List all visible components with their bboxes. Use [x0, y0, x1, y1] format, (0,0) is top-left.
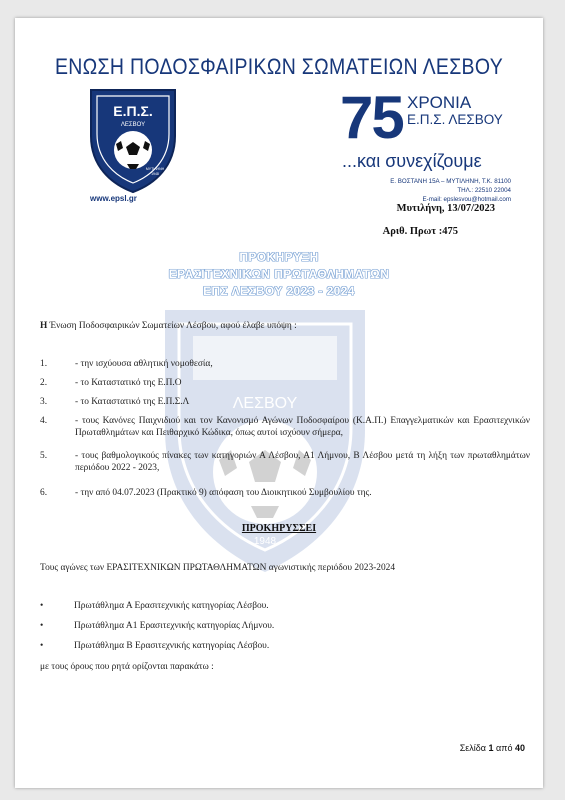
item-number: 6.	[40, 488, 48, 498]
of-word: από	[496, 743, 513, 753]
title-line-1: ΠΡΟΚΗΡΥΞΗ	[239, 250, 319, 264]
page-current: 1	[488, 743, 494, 753]
item-text: - την από 04.07.2023 (Πρακτικό 9) απόφαση του Διοικητικού Συμβουλίου της.	[75, 488, 372, 498]
anniversary-word: ΧΡΟΝΙΑ	[407, 93, 472, 112]
svg-text:Ε.Π.Σ.: Ε.Π.Σ.	[113, 103, 153, 119]
item-number: 2.	[40, 378, 48, 388]
terms-intro: με τους όρους που ρητά ορίζονται παρακάτω :	[40, 662, 214, 672]
championship-text: Πρωτάθλημα Α Ερασιτεχνικής κατηγορίας Λέσβου.	[74, 601, 269, 611]
title-line-2: ΕΡΑΣΙΤΕΧΝΙΚΩΝ ΠΡΩΤΑΘΛΗΜΑΤΩΝ	[168, 267, 390, 281]
eps-lesvou-logo	[83, 84, 183, 196]
item-number: 1.	[40, 359, 48, 369]
anniversary-number: 75	[340, 84, 403, 151]
document-page	[15, 18, 543, 788]
item-number: 3.	[40, 397, 48, 407]
item-text: - το Καταστατικό της Ε.Π.Ο	[75, 378, 182, 388]
bullet-icon: •	[40, 621, 44, 631]
item-text: - την ισχύουσα αθλητική νομοθεσία,	[75, 359, 213, 369]
intro-lead: Η	[40, 321, 48, 331]
bullet-icon: •	[40, 641, 44, 651]
svg-text:ΜΥΤΙΛΗΝΗ: ΜΥΤΙΛΗΝΗ	[145, 167, 165, 171]
item-number: 4.	[40, 416, 48, 426]
svg-text:ΛΕΣΒΟΥ: ΛΕΣΒΟΥ	[232, 395, 298, 412]
anniversary-org: Ε.Π.Σ. ΛΕΣΒΟΥ	[407, 112, 503, 127]
item-number: 5.	[40, 451, 48, 461]
bullet-icon: •	[40, 601, 44, 611]
championship-text: Πρωτάθλημα Α1 Ερασιτεχνικής κατηγορίας Λήμνου.	[74, 621, 275, 631]
slogan: ...και συνεχίζουμε	[342, 151, 482, 171]
page-word: Σελίδα	[459, 743, 486, 753]
svg-text:1948: 1948	[253, 536, 277, 547]
item-text: - το Καταστατικό της Ε.Π.Σ.Λ	[75, 397, 190, 407]
email: E-mail: epslesvou@hotmail.com	[422, 195, 511, 203]
watermark-logo	[155, 300, 375, 580]
intro-rest: Ένωση Ποδοσφαιρικών Σωματείων Λέσβου, αφού έλαβε υπόψη :	[47, 321, 297, 331]
announcement: Τους αγώνες των ΕΡΑΣΙΤΕΧΝΙΚΩΝ ΠΡΩΤΑΘΛΗΜΑΤΩΝ αγωνιστικής περιόδου 2023-2024	[40, 563, 396, 573]
item-text: - τους Κανόνες Παιχνιδιού και τον Κανονισμό Αγώνων Ποδοσφαίρου (Κ.Α.Π.) Επαγγελματικών και Ερασιτεχνικών Πρωταθλημάτων και Πειθαρχικό Κώδικα, όπως αυτοί ισχύουν σήμερα,	[75, 416, 530, 438]
proclaims-heading: ΠΡΟΚΗΡΥΣΣΕΙ	[241, 523, 317, 534]
title-line-3: ΕΠΣ ΛΕΣΒΟΥ 2023 - 2024	[203, 284, 355, 298]
document-date: Μυτιλήνη, 13/07/2023	[396, 203, 495, 214]
phone: ΤΗΛ.: 22510 22004	[457, 186, 511, 194]
organization-name: ΕΝΩΣΗ ΠΟΔΟΣΦΑΙΡΙΚΩΝ ΣΩΜΑΤΕΙΩΝ ΛΕΣΒΟΥ	[54, 54, 504, 80]
contact-block	[361, 178, 511, 205]
website-link[interactable]: www.epsl.gr	[90, 194, 137, 203]
championship-text: Πρωτάθλημα Β Ερασιτεχνικής κατηγορίας Λέσβου.	[74, 641, 270, 651]
page-total: 40	[514, 743, 525, 753]
page-number	[395, 743, 525, 753]
svg-text:1948: 1948	[151, 172, 159, 176]
address: Ε. ΒΟΣΤΑΝΗ 15Α – ΜΥΤΙΛΗΝΗ, Τ.Κ. 81100	[390, 178, 511, 185]
svg-text:ΛΕΣΒΟΥ: ΛΕΣΒΟΥ	[120, 122, 146, 128]
protocol-number: Αριθ. Πρωτ :475	[382, 226, 458, 237]
intro-paragraph	[40, 320, 297, 332]
item-text: - τους βαθμολογικούς πίνακες των κατηγοριών Α Λέσβου, Α1 Λήμνου, Β Λέσβου μετά τη λήξη των πρωταθλημάτων περιόδου 2022 - 2023,	[75, 451, 530, 473]
